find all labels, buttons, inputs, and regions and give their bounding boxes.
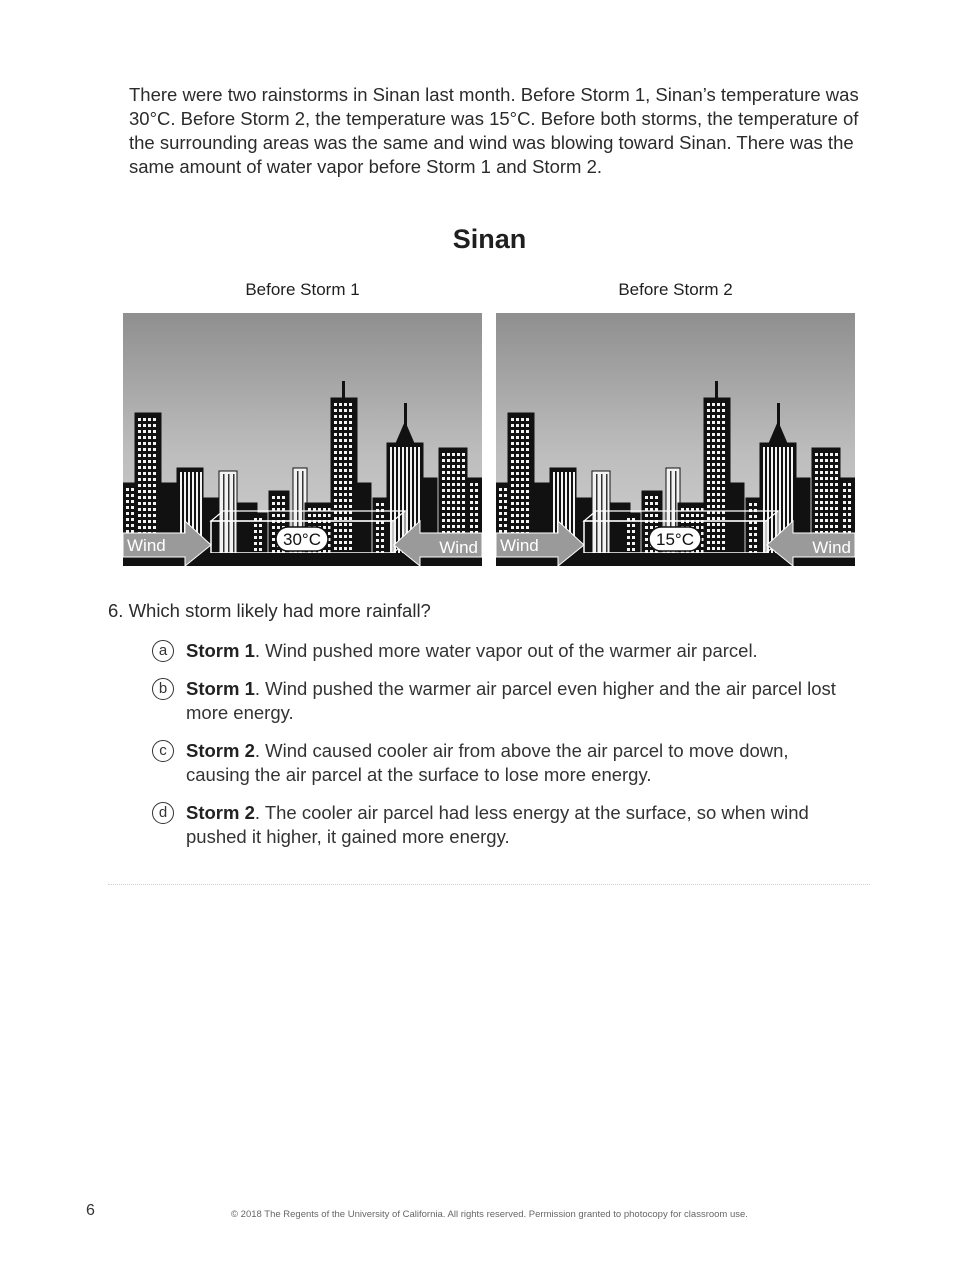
choice-a[interactable] [152,639,852,663]
wind-label-right: Wind [812,538,851,557]
temperature-label: 15°C [656,530,694,549]
choice-a-storm: Storm 1 [186,640,255,661]
answer-choices [152,639,852,863]
panel-label-storm-2: Before Storm 2 [618,280,733,299]
choice-b-text: . Wind pushed the warmer air parcel even higher and the air parcel lost more energy. [186,678,836,723]
choice-c[interactable] [152,739,852,787]
copyright-footer: © 2018 The Regents of the University of California. All rights reserved. Permission granted to photocopy for classroom use. [231,1209,748,1220]
question-text: 6. Which storm likely had more rainfall? [108,600,431,621]
panel-label-storm-1: Before Storm 1 [245,280,360,299]
choice-c-bubble[interactable]: c [152,740,174,762]
choice-a-bubble[interactable]: a [152,640,174,662]
city-panel-storm-1 [123,313,482,566]
choice-a-text: . Wind pushed more water vapor out of the warmer air parcel. [254,640,758,661]
choice-c-text: . Wind caused cooler air from above the air parcel to move down, causing the air parcel at the surface to lose more energy. [186,740,789,785]
choice-d-bubble[interactable]: d [152,802,174,824]
choice-c-storm: Storm 2 [186,740,255,761]
choice-b[interactable] [152,677,852,725]
wind-label-left: Wind [500,536,539,555]
city-panel-storm-2 [496,313,855,566]
choice-d[interactable] [152,801,852,849]
choice-d-storm: Storm 2 [186,802,255,823]
divider [108,884,870,885]
figure-title: Sinan [452,224,527,254]
temperature-label: 30°C [283,530,321,549]
choice-b-bubble[interactable]: b [152,678,174,700]
intro-paragraph: There were two rainstorms in Sinan last month. Before Storm 1, Sinan’s temperature was 30°C. Before Storm 2, the temperature was 15°C. Before both storms, the temperature of the surrounding areas was the same and wind was blowing toward Sinan. There was the same amount of water vapor before Storm 1 and Storm 2. [129,84,859,177]
page-number: 6 [86,1202,95,1219]
wind-label-right: Wind [439,538,478,557]
choice-d-text: . The cooler air parcel had less energy at the surface, so when wind pushed it higher, it gained more energy. [186,802,809,847]
wind-label-left: Wind [127,536,166,555]
choice-b-storm: Storm 1 [186,678,255,699]
